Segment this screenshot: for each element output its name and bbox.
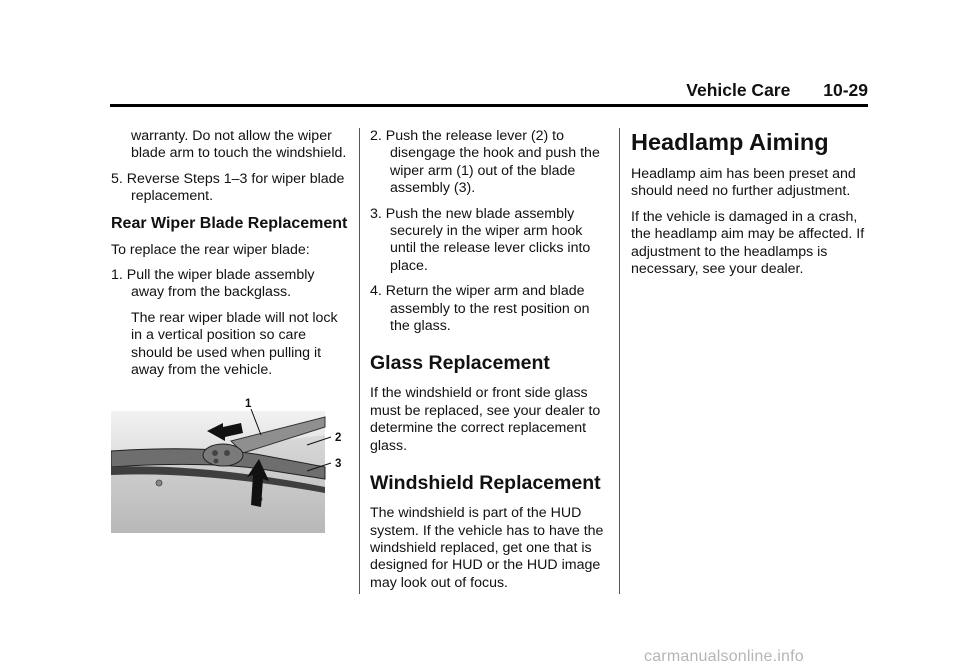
headlamp-aiming-text-2: If the vehicle is damaged in a crash, the headlamp aim may be affected. If adjustment to the headlamps is necessary, see your dealer. xyxy=(631,208,865,278)
continuation-text: warranty. Do not allow the wiper blade arm to touch the windshield. xyxy=(131,128,347,162)
hook-rivet xyxy=(212,450,218,456)
windshield-replacement-heading: Windshield Replacement xyxy=(370,472,601,495)
glass-replacement-heading: Glass Replacement xyxy=(370,352,550,375)
step-5: 5. Reverse Steps 1–3 for wiper blade replacement. xyxy=(111,170,345,205)
watermark: carmanualsonline.info xyxy=(644,648,804,665)
step-1-note: The rear wiper blade will not lock in a vertical position so care should be used when pulling it away from the vehicle. xyxy=(131,309,338,379)
wiper-hook xyxy=(203,444,243,466)
callout-1: 1 xyxy=(245,398,252,410)
hook-rivet xyxy=(214,459,219,464)
column-divider xyxy=(619,128,620,594)
step-2: 2. Push the release lever (2) to disengage the hook and push the wiper arm (1) out of the blade assembly (3). xyxy=(370,128,600,197)
header-rule xyxy=(110,104,868,107)
rear-wiper-intro: To replace the rear wiper blade: xyxy=(111,241,310,258)
glass-rivet xyxy=(156,480,162,486)
headlamp-aiming-text-1: Headlamp aim has been preset and should need no further adjustment. xyxy=(631,166,856,200)
step-4: 4. Return the wiper arm and blade assembly to the rest position on the glass. xyxy=(370,283,590,335)
hook-rivet xyxy=(224,450,230,456)
step-3: 3. Push the new blade assembly securely in the wiper arm hook until the release lever clicks into place. xyxy=(370,205,591,274)
windshield-replacement-text: The windshield is part of the HUD system. If the vehicle has to have the windshield replaced, get one that is designed for HUD or the HUD image may look out of focus. xyxy=(370,505,604,591)
header-page-number: 10-29 xyxy=(823,80,868,100)
page-header xyxy=(110,80,868,104)
column-right xyxy=(631,128,869,286)
glass-replacement-text: If the windshield or front side glass must be replaced, see your dealer to determine the correct replacement glass. xyxy=(370,385,601,454)
callout-3: 3 xyxy=(335,458,342,470)
header-section-title: Vehicle Care xyxy=(686,80,791,100)
column-left xyxy=(111,128,351,387)
column-middle xyxy=(370,128,608,600)
wiper-blade-illustration xyxy=(111,395,347,533)
headlamp-aiming-heading: Headlamp Aiming xyxy=(631,129,829,155)
callout-2: 2 xyxy=(335,432,342,444)
column-divider xyxy=(359,128,360,594)
step-1: 1. Pull the wiper blade assembly away from the backglass. xyxy=(111,267,315,301)
wiper-illustration-svg xyxy=(111,395,347,533)
rear-wiper-heading: Rear Wiper Blade Replacement xyxy=(111,214,348,232)
